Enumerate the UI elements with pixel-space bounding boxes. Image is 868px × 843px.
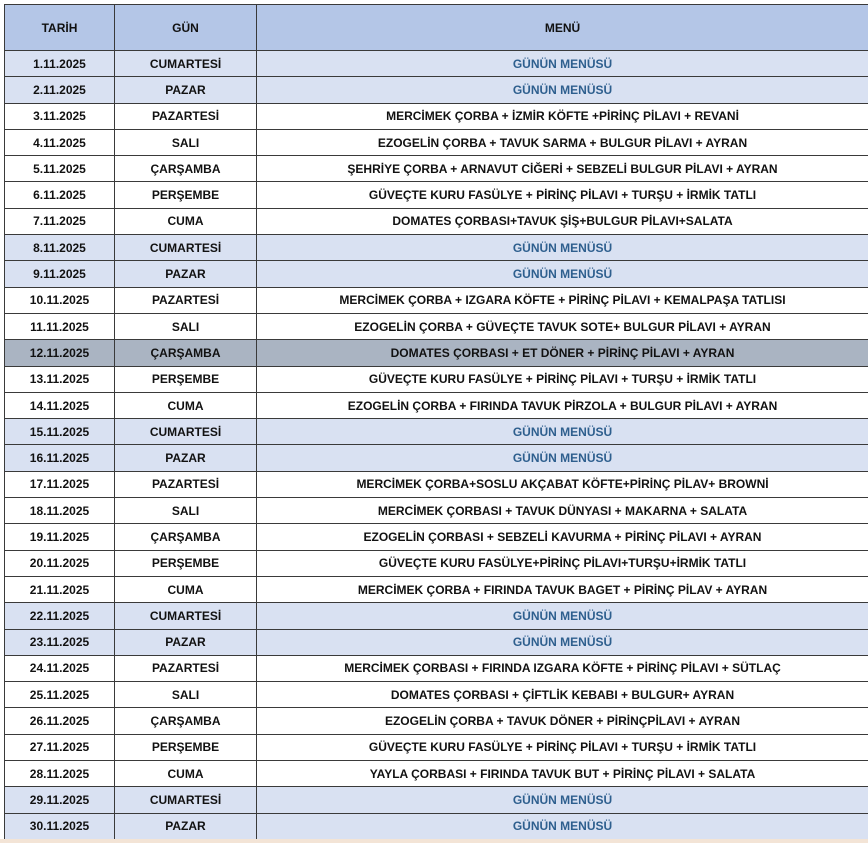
- table-row: [5, 761, 868, 787]
- date-cell: 22.11.2025: [5, 603, 115, 629]
- date-cell: 24.11.2025: [5, 655, 115, 681]
- table-row: [5, 813, 868, 839]
- table-row: [5, 445, 868, 471]
- menu-cell: GÜNÜN MENÜSÜ: [257, 813, 868, 839]
- header-day: GÜN: [115, 5, 257, 51]
- menu-cell: GÜVEÇTE KURU FASÜLYE+PİRİNÇ PİLAVI+TURŞU+İRMİK TATLI: [257, 550, 868, 576]
- day-cell: PAZARTESİ: [115, 655, 257, 681]
- menu-cell: MERCİMEK ÇORBASI + FIRINDA IZGARA KÖFTE + PİRİNÇ PİLAVI + SÜTLAÇ: [257, 655, 868, 681]
- menu-cell: MERCİMEK ÇORBASI + TAVUK DÜNYASI + MAKARNA + SALATA: [257, 498, 868, 524]
- date-cell: 11.11.2025: [5, 313, 115, 339]
- table-row: [5, 471, 868, 497]
- menu-cell: EZOGELİN ÇORBA + FIRINDA TAVUK PİRZOLA + BULGUR PİLAVI + AYRAN: [257, 392, 868, 418]
- menu-cell: GÜNÜN MENÜSÜ: [257, 261, 868, 287]
- table-row: [5, 603, 868, 629]
- menu-cell: EZOGELİN ÇORBA + TAVUK SARMA + BULGUR PİLAVI + AYRAN: [257, 129, 868, 155]
- table-row: [5, 655, 868, 681]
- day-cell: PERŞEMBE: [115, 550, 257, 576]
- date-cell: 13.11.2025: [5, 366, 115, 392]
- date-cell: 30.11.2025: [5, 813, 115, 839]
- menu-cell: EZOGELİN ÇORBA + GÜVEÇTE TAVUK SOTE+ BULGUR PİLAVI + AYRAN: [257, 313, 868, 339]
- menu-cell: GÜNÜN MENÜSÜ: [257, 603, 868, 629]
- table-row: [5, 682, 868, 708]
- date-cell: 23.11.2025: [5, 629, 115, 655]
- day-cell: ÇARŞAMBA: [115, 708, 257, 734]
- menu-cell: MERCİMEK ÇORBA + FIRINDA TAVUK BAGET + PİRİNÇ PİLAV + AYRAN: [257, 576, 868, 602]
- day-cell: PAZARTESİ: [115, 287, 257, 313]
- date-cell: 21.11.2025: [5, 576, 115, 602]
- day-cell: PAZAR: [115, 445, 257, 471]
- date-cell: 27.11.2025: [5, 734, 115, 760]
- day-cell: PAZAR: [115, 813, 257, 839]
- table-body: [5, 51, 868, 840]
- menu-cell: EZOGELİN ÇORBA + TAVUK DÖNER + PİRİNÇPİLAVI + AYRAN: [257, 708, 868, 734]
- table-row: [5, 576, 868, 602]
- table-row: [5, 550, 868, 576]
- menu-cell: GÜNÜN MENÜSÜ: [257, 235, 868, 261]
- day-cell: CUMA: [115, 392, 257, 418]
- day-cell: PERŞEMBE: [115, 366, 257, 392]
- menu-cell: GÜVEÇTE KURU FASÜLYE + PİRİNÇ PİLAVI + TURŞU + İRMİK TATLI: [257, 734, 868, 760]
- menu-table: [4, 4, 868, 840]
- menu-cell: GÜNÜN MENÜSÜ: [257, 787, 868, 813]
- table-row: [5, 734, 868, 760]
- menu-cell: DOMATES ÇORBASI + ET DÖNER + PİRİNÇ PİLAVI + AYRAN: [257, 340, 868, 366]
- day-cell: SALI: [115, 682, 257, 708]
- menu-cell: GÜNÜN MENÜSÜ: [257, 77, 868, 103]
- table-row: [5, 77, 868, 103]
- table-row: [5, 287, 868, 313]
- date-cell: 10.11.2025: [5, 287, 115, 313]
- day-cell: PAZARTESİ: [115, 471, 257, 497]
- day-cell: ÇARŞAMBA: [115, 340, 257, 366]
- table-row: [5, 524, 868, 550]
- day-cell: CUMA: [115, 576, 257, 602]
- date-cell: 16.11.2025: [5, 445, 115, 471]
- menu-cell: MERCİMEK ÇORBA + IZGARA KÖFTE + PİRİNÇ PİLAVI + KEMALPAŞA TATLISI: [257, 287, 868, 313]
- day-cell: SALI: [115, 313, 257, 339]
- menu-cell: GÜVEÇTE KURU FASÜLYE + PİRİNÇ PİLAVI + TURŞU + İRMİK TATLI: [257, 182, 868, 208]
- header-menu: MENÜ: [257, 5, 868, 51]
- table-row: [5, 708, 868, 734]
- menu-cell: GÜNÜN MENÜSÜ: [257, 445, 868, 471]
- date-cell: 6.11.2025: [5, 182, 115, 208]
- date-cell: 15.11.2025: [5, 419, 115, 445]
- date-cell: 8.11.2025: [5, 235, 115, 261]
- day-cell: ÇARŞAMBA: [115, 156, 257, 182]
- table-row: [5, 51, 868, 77]
- day-cell: CUMA: [115, 761, 257, 787]
- date-cell: 7.11.2025: [5, 208, 115, 234]
- page-bottom-edge: [0, 839, 868, 843]
- day-cell: PAZAR: [115, 261, 257, 287]
- date-cell: 14.11.2025: [5, 392, 115, 418]
- date-cell: 20.11.2025: [5, 550, 115, 576]
- day-cell: CUMARTESİ: [115, 235, 257, 261]
- day-cell: SALI: [115, 498, 257, 524]
- day-cell: CUMARTESİ: [115, 419, 257, 445]
- table-row: [5, 182, 868, 208]
- table-row: [5, 366, 868, 392]
- day-cell: PAZAR: [115, 629, 257, 655]
- date-cell: 18.11.2025: [5, 498, 115, 524]
- date-cell: 28.11.2025: [5, 761, 115, 787]
- day-cell: PERŞEMBE: [115, 734, 257, 760]
- date-cell: 2.11.2025: [5, 77, 115, 103]
- table-row: [5, 498, 868, 524]
- date-cell: 9.11.2025: [5, 261, 115, 287]
- menu-cell: GÜNÜN MENÜSÜ: [257, 629, 868, 655]
- day-cell: CUMARTESİ: [115, 51, 257, 77]
- day-cell: CUMARTESİ: [115, 603, 257, 629]
- table-row: [5, 629, 868, 655]
- day-cell: PAZAR: [115, 77, 257, 103]
- menu-cell: EZOGELİN ÇORBASI + SEBZELİ KAVURMA + PİRİNÇ PİLAVI + AYRAN: [257, 524, 868, 550]
- day-cell: CUMARTESİ: [115, 787, 257, 813]
- table-row: [5, 392, 868, 418]
- menu-cell: DOMATES ÇORBASI + ÇİFTLİK KEBABI + BULGUR+ AYRAN: [257, 682, 868, 708]
- menu-cell: ŞEHRİYE ÇORBA + ARNAVUT CİĞERİ + SEBZELİ BULGUR PİLAVI + AYRAN: [257, 156, 868, 182]
- date-cell: 5.11.2025: [5, 156, 115, 182]
- menu-cell: MERCİMEK ÇORBA+SOSLU AKÇABAT KÖFTE+PİRİNÇ PİLAV+ BROWNİ: [257, 471, 868, 497]
- date-cell: 3.11.2025: [5, 103, 115, 129]
- table-row: [5, 419, 868, 445]
- table-row: [5, 313, 868, 339]
- date-cell: 29.11.2025: [5, 787, 115, 813]
- day-cell: SALI: [115, 129, 257, 155]
- date-cell: 17.11.2025: [5, 471, 115, 497]
- header-date: TARİH: [5, 5, 115, 51]
- date-cell: 12.11.2025: [5, 340, 115, 366]
- date-cell: 26.11.2025: [5, 708, 115, 734]
- date-cell: 1.11.2025: [5, 51, 115, 77]
- date-cell: 19.11.2025: [5, 524, 115, 550]
- table-header: [5, 5, 868, 51]
- table-row: [5, 156, 868, 182]
- menu-cell: GÜNÜN MENÜSÜ: [257, 419, 868, 445]
- menu-cell: GÜNÜN MENÜSÜ: [257, 51, 868, 77]
- table-row: [5, 340, 868, 366]
- menu-cell: MERCİMEK ÇORBA + İZMİR KÖFTE +PİRİNÇ PİLAVI + REVANİ: [257, 103, 868, 129]
- date-cell: 25.11.2025: [5, 682, 115, 708]
- menu-cell: GÜVEÇTE KURU FASÜLYE + PİRİNÇ PİLAVI + TURŞU + İRMİK TATLI: [257, 366, 868, 392]
- menu-cell: YAYLA ÇORBASI + FIRINDA TAVUK BUT + PİRİNÇ PİLAVI + SALATA: [257, 761, 868, 787]
- table-row: [5, 103, 868, 129]
- table-row: [5, 787, 868, 813]
- day-cell: ÇARŞAMBA: [115, 524, 257, 550]
- date-cell: 4.11.2025: [5, 129, 115, 155]
- table-row: [5, 129, 868, 155]
- day-cell: CUMA: [115, 208, 257, 234]
- table-row: [5, 261, 868, 287]
- table-row: [5, 235, 868, 261]
- menu-cell: DOMATES ÇORBASI+TAVUK ŞİŞ+BULGUR PİLAVI+SALATA: [257, 208, 868, 234]
- day-cell: PERŞEMBE: [115, 182, 257, 208]
- header-row: [5, 5, 868, 51]
- day-cell: PAZARTESİ: [115, 103, 257, 129]
- table-row: [5, 208, 868, 234]
